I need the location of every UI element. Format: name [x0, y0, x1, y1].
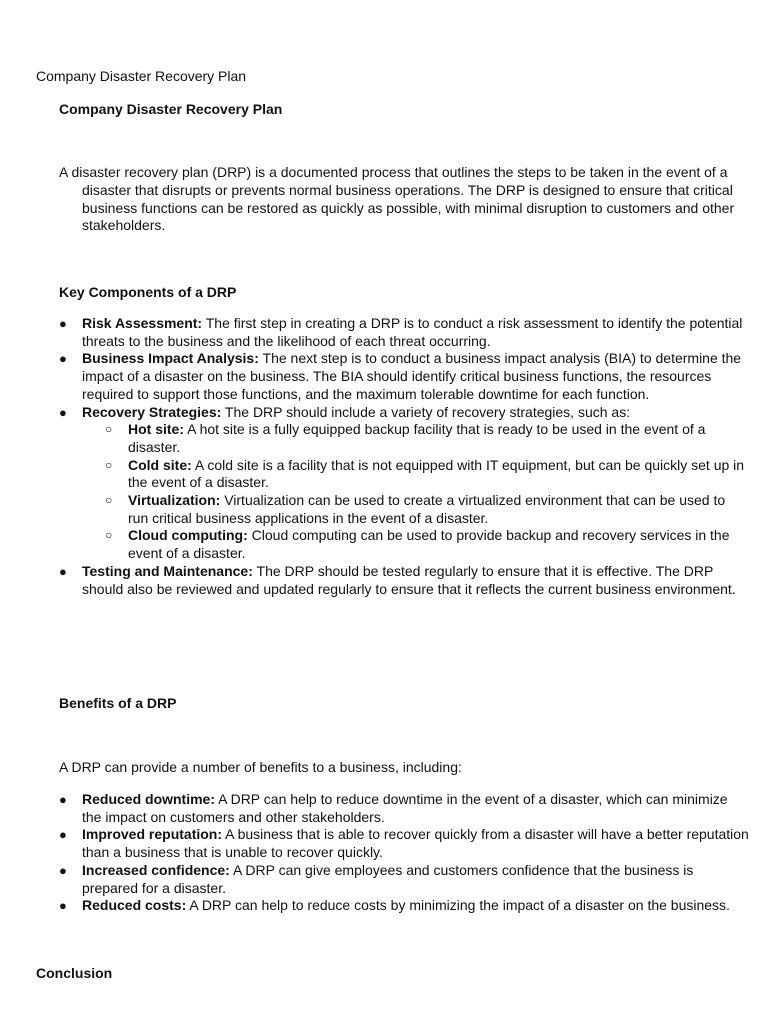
list-item-reduced-costs	[59, 897, 749, 915]
term-label: Virtualization:	[128, 492, 221, 509]
bullet-marker: ●	[59, 404, 67, 420]
document-header-title: Company Disaster Recovery Plan	[36, 68, 247, 84]
sublist-item-hot-site	[82, 421, 749, 456]
term-description: A DRP can help to reduce downtime in the event of a disaster, which can minimize the impact on customers and other stakeholders.	[82, 791, 728, 825]
benefits-list	[59, 791, 749, 915]
list-item-improved-reputation	[59, 826, 749, 861]
sublist-item-cold-site	[82, 457, 749, 492]
term-description: Cloud computing can be used to provide backup and recovery services in the event of a disaster.	[128, 527, 730, 562]
sub-bullet-marker: ○	[105, 457, 113, 472]
sub-bullet-marker: ○	[105, 528, 113, 543]
benefits-intro: A DRP can provide a number of benefits to a business, including:	[59, 759, 462, 775]
list-item-risk-assessment	[59, 315, 749, 350]
term-label: Improved reputation:	[82, 826, 223, 843]
list-item-recovery-strategies	[59, 404, 749, 563]
term-description: A business that is able to recover quickly from a disaster will have a better reputation than a business that is unable to recover quickly.	[82, 826, 749, 861]
sub-bullet-marker: ○	[105, 493, 113, 508]
term-description: A DRP can help to reduce costs by minimizing the impact of a disaster on the business.	[186, 897, 730, 914]
term-label: Recovery Strategies:	[82, 403, 222, 420]
term-label: Business Impact Analysis:	[82, 350, 259, 367]
main-heading: Company Disaster Recovery Plan	[59, 101, 283, 117]
list-item-reduced-downtime	[59, 791, 749, 826]
term-description: The next step is to conduct a business impact analysis (BIA) to determine the impact of a disaster on the business. The BIA should identify critical business functions, the resources required to support those functions, and the maximum tolerable downtime for each function.	[82, 350, 742, 402]
term-label: Testing and Maintenance:	[82, 562, 253, 579]
bullet-marker: ●	[59, 827, 67, 843]
term-label: Hot site:	[128, 421, 184, 438]
list-item-testing-maintenance	[59, 563, 749, 598]
term-description: Virtualization can be used to create a virtualized environment that can be used to run critical business applications in the event of a disaster.	[128, 492, 726, 526]
list-item-business-impact-analysis	[59, 350, 749, 403]
conclusion-heading: Conclusion	[36, 965, 113, 981]
bullet-marker: ●	[59, 563, 67, 579]
term-description: A hot site is a fully equipped backup facility that is ready to be used in the event of a disaster.	[128, 421, 706, 455]
recovery-strategies-sublist	[82, 421, 749, 563]
key-components-list	[59, 315, 749, 598]
sublist-item-virtualization	[82, 492, 749, 527]
term-label: Reduced costs:	[82, 897, 187, 914]
term-label: Risk Assessment:	[82, 315, 203, 331]
term-label: Increased confidence:	[82, 861, 230, 878]
bullet-marker: ●	[59, 792, 67, 807]
term-description: The first step in creating a DRP is to conduct a risk assessment to identify the potential threats to the business and the likelihood of each threat occurring.	[82, 315, 743, 349]
sublist-item-cloud-computing	[82, 527, 749, 562]
term-description: The DRP should be tested regularly to ensure that it is effective. The DRP should also be reviewed and updated regularly to ensure that it reflects the current business environment.	[82, 562, 736, 597]
bullet-marker: ●	[59, 351, 67, 367]
term-description: A DRP can give employees and customers confidence that the business is prepared for a disaster.	[82, 861, 694, 896]
term-label: Cold site:	[128, 456, 192, 473]
key-components-heading: Key Components of a DRP	[59, 284, 237, 300]
term-label: Reduced downtime:	[82, 791, 216, 807]
term-description: A cold site is a facility that is not equipped with IT equipment, but can be quickly set up in the event of a disaster.	[128, 456, 745, 491]
term-description: The DRP should include a variety of recovery strategies, such as:	[221, 403, 631, 420]
term-label: Cloud computing:	[128, 527, 248, 544]
bullet-marker: ●	[59, 862, 67, 878]
bullet-marker: ●	[59, 898, 67, 914]
benefits-heading: Benefits of a DRP	[59, 695, 177, 711]
intro-paragraph: A disaster recovery plan (DRP) is a documented process that outlines the steps to be taken in the event of a disaster that disrupts or prevents normal business operations. The DRP is designed to ensure that critical business functions can be restored as quickly as possible, with minimal disruption to customers and other stakeholders.	[59, 164, 735, 234]
sub-bullet-marker: ○	[105, 422, 113, 437]
list-item-increased-confidence	[59, 862, 749, 897]
bullet-marker: ●	[59, 316, 67, 331]
